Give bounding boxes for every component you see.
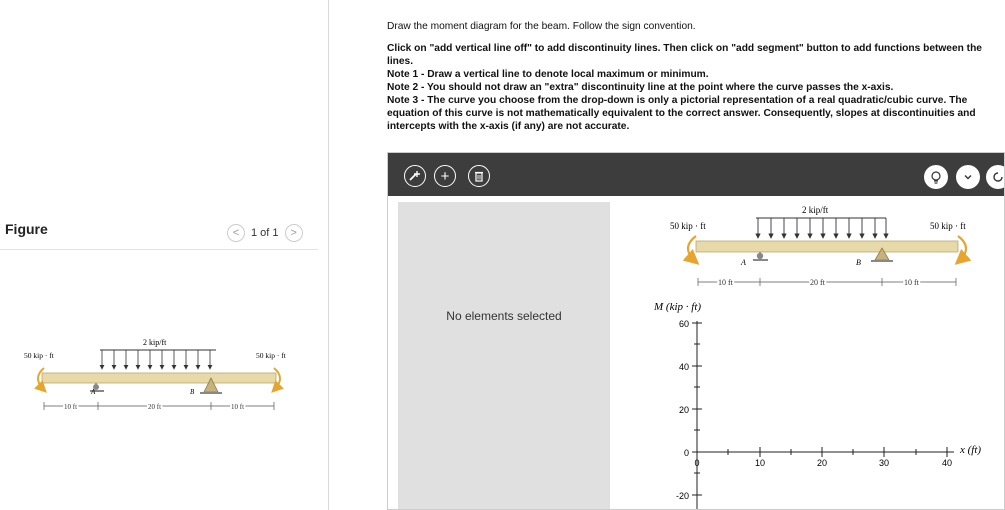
figure-beam	[42, 373, 276, 383]
instruction-note-2: Note 2 - You should not draw an "extra" discontinuity line at the point where the curve passes the x-axis.	[387, 82, 894, 93]
figure-divider	[0, 249, 318, 250]
figure-load-label: 2 kip/ft	[143, 338, 167, 347]
figure-dim-3: 10 ft	[231, 403, 245, 411]
reset-button[interactable]	[986, 165, 1005, 189]
figure-right-moment-label: 50 kip · ft	[256, 351, 286, 360]
canvas-support-a-label: A	[741, 258, 746, 267]
canvas-support-a	[753, 252, 768, 261]
instruction-note-3: Note 3 - The curve you choose from the drop-down is only a pictorial representation of a real quadratic/cubic curve. The equation of this curve is not mathematically equivalent to the correct answer. Consequently, slopes at discontinuities and intercepts with the x-axis (if any) are not accurate.	[387, 95, 976, 132]
no-selection-text: No elements selected	[446, 309, 562, 323]
canvas-dim-2: 20 ft	[810, 278, 825, 287]
delete-button[interactable]	[468, 165, 490, 187]
x-tick-label: 20	[816, 458, 828, 468]
options-dropdown-button[interactable]	[956, 165, 980, 189]
reset-icon	[991, 170, 1005, 184]
x-axis-title: x (ft)	[960, 444, 982, 456]
canvas-right-moment-arrow	[958, 236, 966, 262]
canvas-beam	[696, 241, 958, 252]
figure-left-moment-label: 50 kip · ft	[24, 351, 54, 360]
instructions	[387, 20, 987, 133]
diagram-canvas[interactable]	[614, 196, 1005, 510]
x-tick-label: 10	[754, 458, 766, 468]
properties-panel	[398, 202, 610, 510]
drawing-tool	[387, 152, 1005, 510]
dropdown-chevron-icon	[963, 172, 973, 182]
canvas-dim-1: 10 ft	[718, 278, 733, 287]
canvas-load-label: 2 kip/ft	[802, 205, 829, 215]
distributed-load-arrows	[102, 350, 210, 369]
hint-bulb-icon	[929, 170, 943, 184]
instruction-prompt: Draw the moment diagram for the beam. Follow the sign convention.	[387, 21, 696, 32]
canvas-right-moment-label: 50 kip · ft	[930, 221, 966, 231]
figure-support-b-label: B	[190, 388, 195, 396]
figure-support-a-label: A	[91, 388, 96, 396]
toolbar	[388, 153, 1005, 196]
instruction-line: Click on "add vertical line off" to add discontinuity lines. Then click on "add segment" button to add functions between the lines.	[387, 43, 982, 67]
canvas-load-arrows	[758, 218, 886, 238]
add-segment-button[interactable]	[434, 165, 456, 187]
figure-panel	[0, 0, 329, 510]
x-tick-label: 0	[694, 458, 700, 468]
pager-label: 1 of 1	[251, 227, 279, 239]
add-vertical-line-icon	[408, 169, 422, 183]
figure-dim-1: 10 ft	[64, 403, 78, 411]
figure-title: Figure	[5, 221, 48, 237]
y-tick-label: 40	[678, 362, 689, 372]
figure-pager	[227, 224, 303, 242]
canvas-left-moment-label: 50 kip · ft	[670, 221, 706, 231]
canvas-support-b-label: B	[856, 258, 861, 267]
instruction-note-1: Note 1 - Draw a vertical line to denote local maximum or minimum.	[387, 69, 709, 80]
y-axis-title: M (kip · ft)	[654, 301, 702, 313]
x-tick-label: 30	[878, 458, 890, 468]
add-vertical-line-button[interactable]	[404, 165, 426, 187]
y-tick-label: 60	[678, 319, 689, 329]
delete-icon	[473, 170, 485, 182]
canvas-dim-3: 10 ft	[904, 278, 919, 287]
next-figure-button[interactable]: >	[285, 224, 303, 242]
hint-button[interactable]	[924, 165, 948, 189]
prev-figure-button[interactable]: <	[227, 224, 245, 242]
y-tick-label: 20	[678, 405, 689, 415]
figure-dim-2: 20 ft	[148, 403, 162, 411]
canvas-left-moment-arrow	[688, 236, 696, 262]
y-tick-label: 0	[683, 448, 689, 458]
x-tick-label: 40	[941, 458, 953, 468]
add-segment-icon: +	[440, 167, 450, 185]
y-tick-label: -20	[675, 491, 689, 501]
beam-figure	[18, 330, 308, 420]
